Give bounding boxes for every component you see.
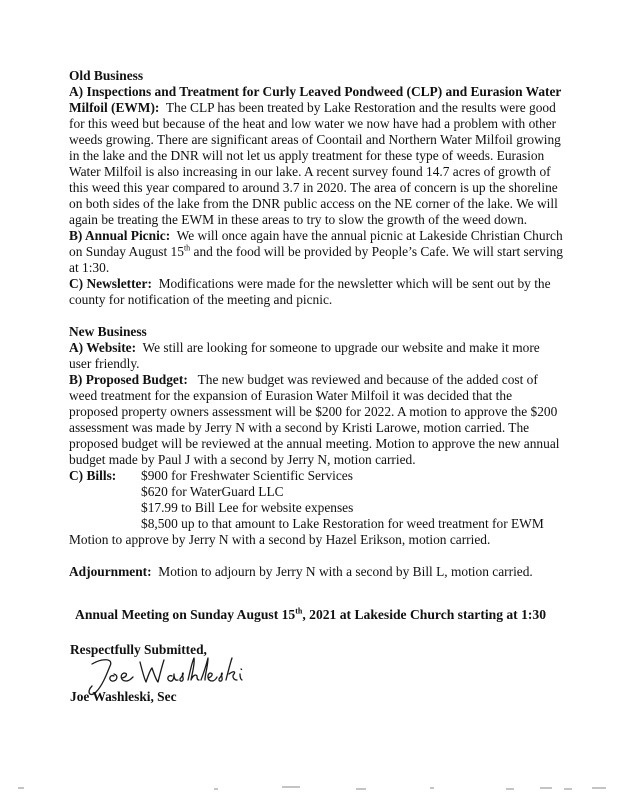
adjournment-text: Motion to adjourn by Jerry N with a second by Bill L, motion carried. xyxy=(158,564,533,579)
old-business-heading: Old Business xyxy=(69,68,144,83)
website-text: We still are looking for someone to upgrade our website and make it more user friendly. xyxy=(69,340,540,371)
newsletter-text: Modifications were made for the newsletter which will be sent out by the county for notification of the meeting and picnic. xyxy=(69,276,551,307)
minutes-document xyxy=(69,68,564,580)
signer-name: Joe Washleski, Sec xyxy=(70,689,177,704)
new-business-item-b xyxy=(69,372,564,468)
bill-item: $620 for WaterGuard LLC xyxy=(141,484,284,499)
proposed-budget-label: B) Proposed Budget: xyxy=(69,372,188,387)
clp-ewm-text: The CLP has been treated by Lake Restoration and the results were good for this weed but because of the heat and low water we now have had a problem with other weeds growing. There are significant areas of Coontail and Northern Water Milfoil growing in the lake and the DNR will not let us apply treatment for these type of weeds. Eurasion Water Milfoil is also increasing in our lake. A recent survey found 14.7 acres of growth of this weed this year compared to around 3.7 in 2020. The area of concern is up the shoreline on both sides of the lake from the DNR public access on the NE corner of the lake. We will again be treating the EWM in these areas to try to slow the growth of the weed down. xyxy=(69,100,561,227)
section-spacer xyxy=(69,308,564,324)
website-label: A) Website: xyxy=(69,340,137,355)
adjournment-label: Adjournment: xyxy=(69,564,152,579)
annual-picnic-label: B) Annual Picnic: xyxy=(69,228,171,243)
annual-meeting-date-suffix: th xyxy=(295,606,303,616)
adjournment xyxy=(69,564,564,580)
annual-picnic-text: We will once again have the annual picnic at Lakeside Christian Church on Sunday August 15 xyxy=(69,228,563,259)
bills-motion: Motion to approve by Jerry N with a second by Hazel Erikson, motion carried. xyxy=(69,532,491,547)
scan-artifacts xyxy=(0,780,618,794)
bills-row xyxy=(69,468,564,484)
bills-label: C) Bills: xyxy=(69,468,117,483)
new-business-heading: New Business xyxy=(69,324,147,339)
respectfully-submitted: Respectfully Submitted, xyxy=(70,642,207,657)
annual-meeting-text-cont: , 2021 at Lakeside Church starting at 1:30 xyxy=(302,607,547,622)
annual-meeting-notice xyxy=(75,607,575,623)
old-business-item-c xyxy=(69,276,564,308)
bill-item: $900 for Freshwater Scientific Services xyxy=(141,468,353,483)
bill-item: $8,500 up to that amount to Lake Restoration for weed treatment for EWM xyxy=(141,516,544,531)
bill-item: $17.99 to Bill Lee for website expenses xyxy=(141,500,354,515)
annual-meeting-text: Annual Meeting on Sunday August 15 xyxy=(75,607,296,622)
clp-ewm-label: A) Inspections and Treatment for Curly Leaved Pondweed (CLP) and Eurasion Water Milfoil (EWM): xyxy=(69,84,562,115)
proposed-budget-text: The new budget was reviewed and because of the added cost of weed treatment for the expansion of Eurasion Water Milfoil it was decided that the proposed property owners assessment will be $200 for 2022. A motion to approve the $200 assessment was made by Jerry N with a second by Kristi Larowe, motion carried. The proposed budget will be reviewed at the annual meeting. Motion to approve the new annual budget made by Paul J with a second by Jerry N, motion carried. xyxy=(69,372,560,467)
old-business-item-b xyxy=(69,228,564,276)
picnic-date-suffix: th xyxy=(183,243,191,253)
new-business-item-a xyxy=(69,340,564,372)
newsletter-label: C) Newsletter: xyxy=(69,276,152,291)
old-business-item-a xyxy=(69,84,564,228)
annual-picnic-text-cont: and the food will be provided by People’s Cafe. We will start serving at 1:30. xyxy=(69,244,563,275)
section-spacer xyxy=(69,548,564,564)
